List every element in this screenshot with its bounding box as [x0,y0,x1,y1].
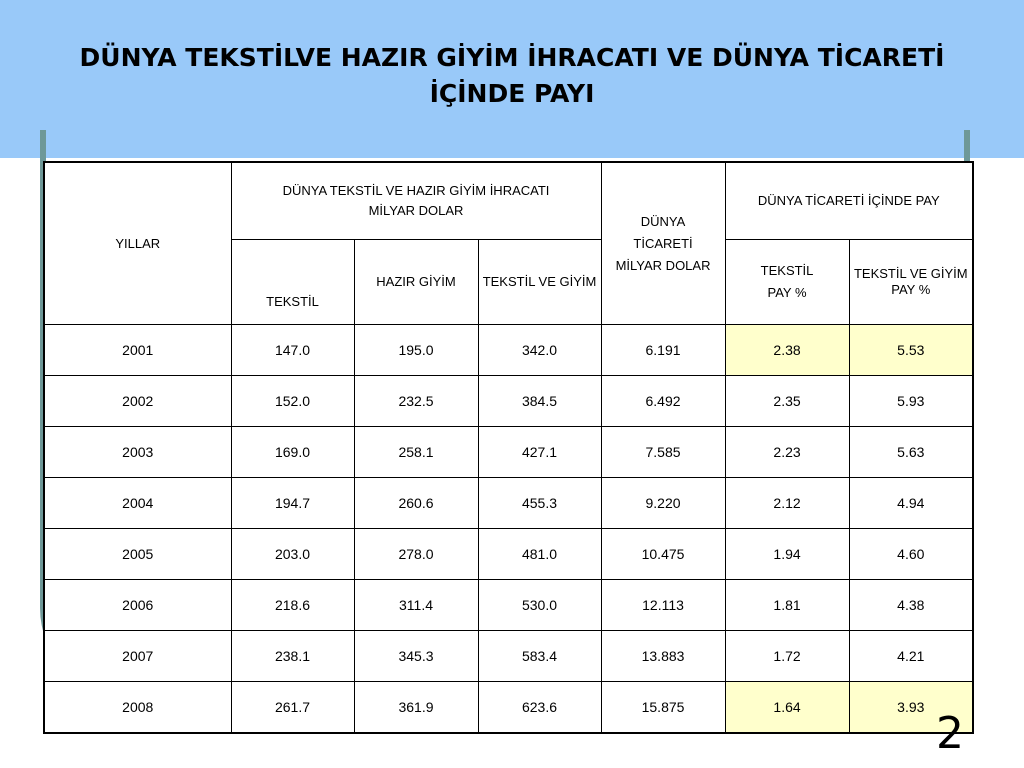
cell-textile: 238.1 [231,631,354,682]
title-line-1: DÜNYA TEKSTİLVE HAZIR GİYİM İHRACATI VE DÜNYA TİCARETİ [79,43,945,72]
cell-textile: 152.0 [231,376,354,427]
cell-textile-apparel-share: 4.21 [849,631,973,682]
cell-total: 623.6 [478,682,601,734]
header-years: YILLAR [44,162,231,325]
cell-textile-share: 2.23 [725,427,849,478]
cell-textile-apparel-share: 4.94 [849,478,973,529]
table-row [44,631,973,682]
cell-textile-apparel-share: 3.93 [849,682,973,734]
cell-textile-apparel-share: 5.93 [849,376,973,427]
cell-total: 384.5 [478,376,601,427]
cell-year: 2001 [44,325,231,376]
cell-textile-share: 1.94 [725,529,849,580]
cell-world: 6.191 [601,325,725,376]
table-row [44,427,973,478]
cell-textile-apparel-share: 5.53 [849,325,973,376]
header-share-group: DÜNYA TİCARETİ İÇİNDE PAY [725,162,973,240]
cell-total: 481.0 [478,529,601,580]
header-world-trade [601,162,725,325]
header-row-1 [44,162,973,240]
cell-total: 530.0 [478,580,601,631]
cell-textile: 194.7 [231,478,354,529]
cell-textile-share: 2.38 [725,325,849,376]
cell-textile-apparel-share: 5.63 [849,427,973,478]
header-export-group [231,162,601,240]
cell-textile-share: 2.12 [725,478,849,529]
cell-textile: 203.0 [231,529,354,580]
header-textile-share-line1: TEKSTİL [760,263,814,278]
table-row [44,580,973,631]
cell-textile-apparel-share: 4.60 [849,529,973,580]
export-table [43,161,974,734]
table-row [44,478,973,529]
cell-year: 2003 [44,427,231,478]
cell-total: 427.1 [478,427,601,478]
header-world-trade-line1: DÜNYA [640,213,686,229]
cell-world: 13.883 [601,631,725,682]
table-row [44,376,973,427]
cell-textile-share: 1.72 [725,631,849,682]
cell-total: 583.4 [478,631,601,682]
cell-textile-share: 2.35 [725,376,849,427]
cell-textile: 218.6 [231,580,354,631]
header-textile-apparel-share: TEKSTİL VE GİYİM PAY % [849,240,973,325]
page-number: 2 [936,708,964,759]
header-apparel: HAZIR GİYİM [354,240,478,325]
cell-world: 9.220 [601,478,725,529]
cell-world: 15.875 [601,682,725,734]
cell-year: 2006 [44,580,231,631]
header-world-trade-line3: MİLYAR DOLAR [615,257,711,273]
cell-total: 342.0 [478,325,601,376]
cell-apparel: 278.0 [354,529,478,580]
header-export-group-line1: DÜNYA TEKSTİL VE HAZIR GİYİM İHRACATI [282,183,550,198]
header-export-group-line2: MİLYAR DOLAR [368,203,464,218]
cell-textile-share: 1.64 [725,682,849,734]
cell-world: 10.475 [601,529,725,580]
cell-textile: 261.7 [231,682,354,734]
header-textile-share [725,240,849,325]
cell-textile-share: 1.81 [725,580,849,631]
cell-year: 2007 [44,631,231,682]
cell-textile-apparel-share: 4.38 [849,580,973,631]
slide-title [20,40,1004,112]
cell-apparel: 260.6 [354,478,478,529]
cell-year: 2005 [44,529,231,580]
cell-apparel: 258.1 [354,427,478,478]
cell-total: 455.3 [478,478,601,529]
cell-textile: 147.0 [231,325,354,376]
cell-apparel: 361.9 [354,682,478,734]
cell-world: 7.585 [601,427,725,478]
cell-apparel: 311.4 [354,580,478,631]
header-textile-apparel: TEKSTİL VE GİYİM [478,240,601,325]
cell-year: 2004 [44,478,231,529]
cell-apparel: 345.3 [354,631,478,682]
cell-world: 12.113 [601,580,725,631]
cell-textile: 169.0 [231,427,354,478]
header-world-trade-line2: TİCARETİ [633,235,693,251]
table-row [44,529,973,580]
table-row [44,682,973,734]
title-line-2: İÇİNDE PAYI [429,79,595,108]
table-row [44,325,973,376]
cell-world: 6.492 [601,376,725,427]
header-textile-share-line2: PAY % [767,285,807,300]
header-textile: TEKSTİL [231,240,354,325]
cell-year: 2002 [44,376,231,427]
cell-apparel: 195.0 [354,325,478,376]
cell-apparel: 232.5 [354,376,478,427]
cell-year: 2008 [44,682,231,734]
